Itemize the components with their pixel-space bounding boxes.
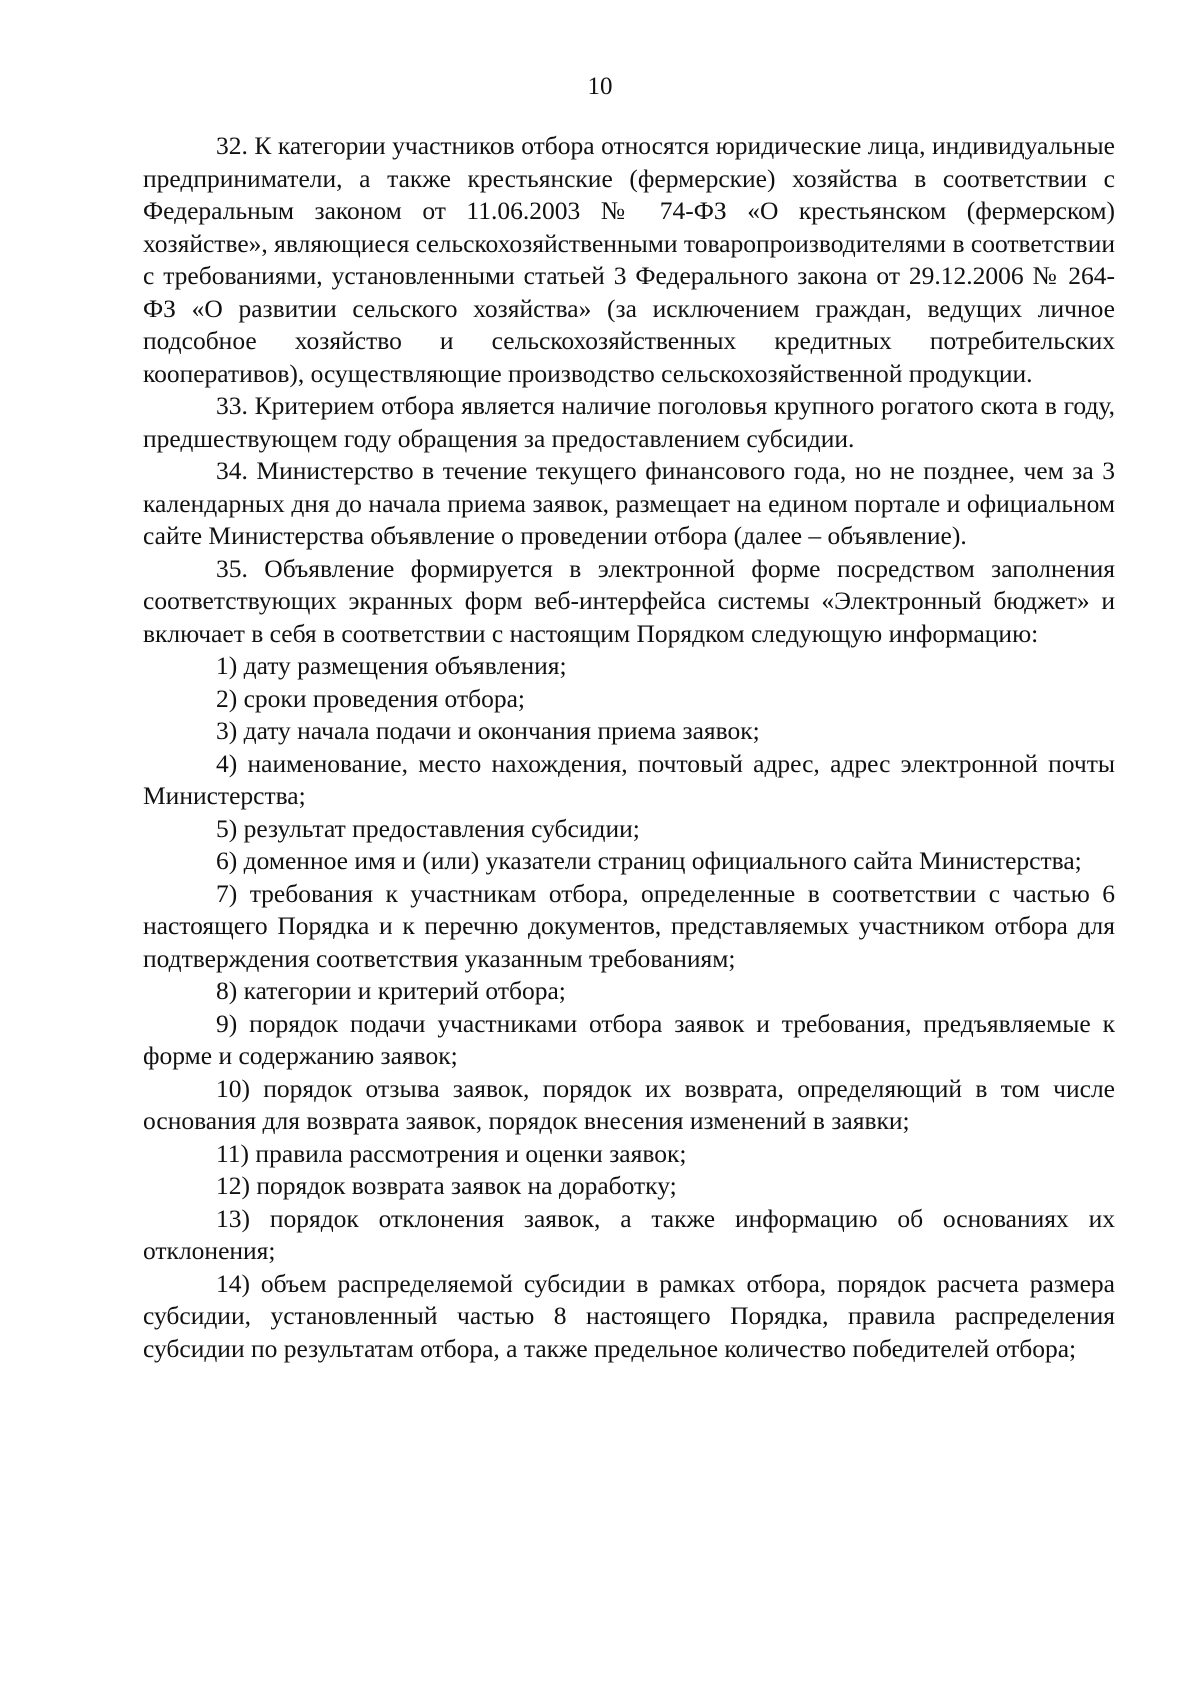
document-body	[143, 130, 1115, 1365]
list-item-4: 4) наименование, место нахождения, почтовый адрес, адрес электронной почты Министерства;	[143, 748, 1115, 810]
paragraph-34: 34. Министерство в течение текущего финансового года, но не позднее, чем за 3 календарных дня до начала приема заявок, размещает на едином портале и официальном сайте Министерства объявление о проведении отбора (далее – объявление).	[143, 456, 1115, 550]
list-item-12: 12) порядок возврата заявок на доработку;	[216, 1171, 677, 1200]
list-item-9: 9) порядок подачи участниками отбора заявок и требования, предъявляемые к форме и содержанию заявок;	[143, 1008, 1115, 1070]
list-item-1: 1) дату размещения объявления;	[216, 651, 567, 680]
paragraph-33: 33. Критерием отбора является наличие поголовья крупного рогатого скота в году, предшествующем году обращения за предоставлением субсидии.	[143, 391, 1115, 453]
page-number: 10	[587, 73, 613, 100]
list-item-11: 11) правила рассмотрения и оценки заявок;	[216, 1138, 687, 1168]
list-item-8: 8) категории и критерий отбора;	[216, 976, 566, 1005]
list-item-14: 14) объем распределяемой субсидии в рамках отбора, порядок расчета размера субсидии, установленный частью 8 настоящего Порядка, правила распределения субсидии по результатам отбора, а также предельное количество победителей отбора;	[143, 1268, 1115, 1363]
list-item-6: 6) доменное имя и (или) указатели страниц официального сайта Министерства;	[216, 846, 1082, 875]
list-item-10: 10) порядок отзыва заявок, порядок их возврата, определяющий в том числе основания для возврата заявок, порядок внесения изменений в заявки;	[143, 1073, 1115, 1135]
list-item-2: 2) сроки проведения отбора;	[216, 683, 525, 713]
list-item-7: 7) требования к участникам отбора, определенные в соответствии с частью 6 настоящего Порядка и к перечню документов, представляемых участником отбора для подтверждения соответствия указанным требованиям;	[143, 878, 1115, 973]
list-item-13: 13) порядок отклонения заявок, а также информацию об основаниях их отклонения;	[143, 1203, 1115, 1265]
list-item-5: 5) результат предоставления субсидии;	[216, 813, 640, 843]
paragraph-32: 32. К категории участников отбора относятся юридические лица, индивидуальные предприниматели, а также крестьянские (фермерские) хозяйства в соответствии с Федеральным законом от 11.06.2003 № 74-ФЗ «О крестьянском (фермерском) хозяйстве», являющиеся сельскохозяйственными товаропроизводителями в соответствии с требованиями, установленными статьей 3 Федерального закона от 29.12.2006 № 264-ФЗ «О развитии сельского хозяйства» (за исключением граждан, ведущих личное подсобное хозяйство и сельскохозяйственных кредитных потребительских кооперативов), осуществляющие производство сельскохозяйственной продукции.	[143, 131, 1115, 388]
paragraph-35: 35. Объявление формируется в электронной форме посредством заполнения соответствующих экранных форм веб-интерфейса системы «Электронный бюджет» и включает в себя в соответствии с настоящим Порядком следующую информацию:	[143, 553, 1115, 648]
list-item-3: 3) дату начала подачи и окончания приема заявок;	[216, 716, 760, 745]
